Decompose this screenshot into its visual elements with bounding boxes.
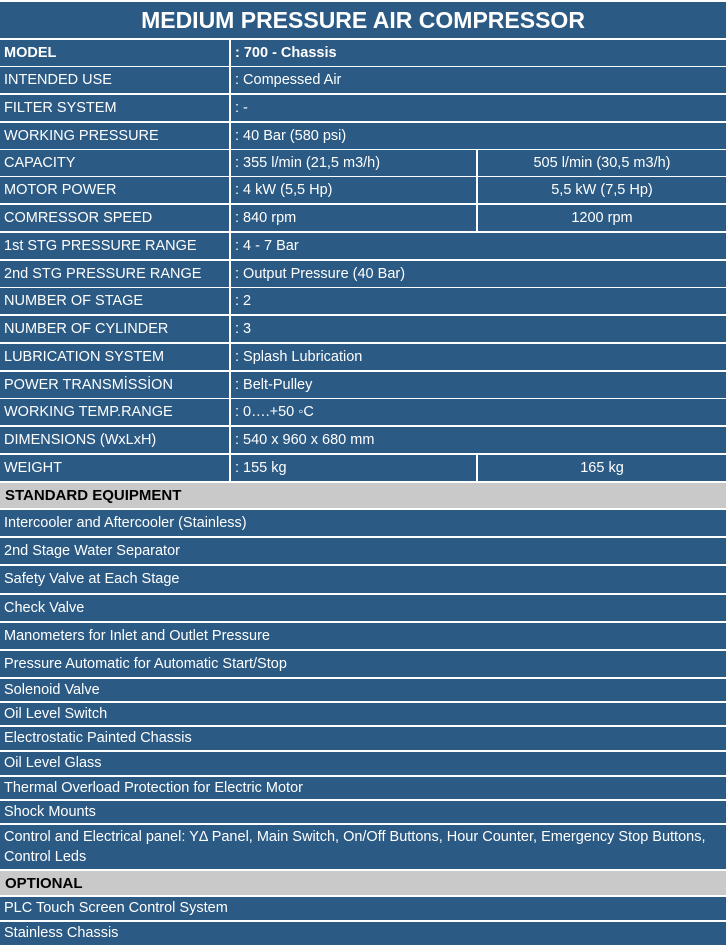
spec-row bbox=[0, 95, 726, 121]
spec-value: : 2 bbox=[231, 288, 726, 314]
list-item bbox=[0, 922, 726, 945]
list-item bbox=[0, 651, 726, 677]
spec-label: WEIGHT bbox=[0, 455, 229, 481]
list-item-text: Stainless Chassis bbox=[0, 922, 726, 945]
spec-value: : Output Pressure (40 Bar) bbox=[231, 261, 726, 287]
spec-label: COMRESSOR SPEED bbox=[0, 205, 229, 231]
spec-value: : 540 x 960 x 680 mm bbox=[231, 427, 726, 453]
spec-value: : 0….+50 ◦C bbox=[231, 399, 726, 425]
spec-row bbox=[0, 455, 726, 481]
spec-label: MODEL bbox=[0, 40, 229, 66]
spec-row bbox=[0, 288, 726, 314]
spec-value: : - bbox=[231, 95, 726, 121]
list-item bbox=[0, 566, 726, 593]
list-item-text: Oil Level Switch bbox=[0, 703, 726, 725]
list-item-text: Intercooler and Aftercooler (Stainless) bbox=[0, 510, 726, 536]
sheet-title: MEDIUM PRESSURE AIR COMPRESSOR bbox=[0, 2, 726, 38]
spec-value-alt: 1200 rpm bbox=[478, 205, 726, 231]
spec-label: 2nd STG PRESSURE RANGE bbox=[0, 261, 229, 287]
list-item-text: Control and Electrical panel: YΔ Panel, Main Switch, On/Off Buttons, Hour Counter, Emergency Stop Buttons, Control Leds bbox=[0, 825, 726, 869]
spec-label: FILTER SYSTEM bbox=[0, 95, 229, 121]
spec-label: NUMBER OF CYLINDER bbox=[0, 316, 229, 342]
list-item-text: Thermal Overload Protection for Electric Motor bbox=[0, 777, 726, 799]
spec-row bbox=[0, 372, 726, 398]
spec-row bbox=[0, 399, 726, 425]
spec-row bbox=[0, 205, 726, 231]
list-item-text: 2nd Stage Water Separator bbox=[0, 538, 726, 564]
spec-value-alt: 5,5 kW (7,5 Hp) bbox=[478, 177, 726, 203]
spec-value: : 355 l/min (21,5 m3/h) bbox=[231, 150, 476, 176]
spec-value-alt: 165 kg bbox=[478, 455, 726, 481]
list-item-text: Safety Valve at Each Stage bbox=[0, 566, 726, 593]
spec-row bbox=[0, 177, 726, 203]
list-item bbox=[0, 595, 726, 621]
spec-row bbox=[0, 261, 726, 287]
spec-value: : Compessed Air bbox=[231, 67, 726, 93]
spec-value: : Splash Lubrication bbox=[231, 344, 726, 370]
spec-value: : 4 kW (5,5 Hp) bbox=[231, 177, 476, 203]
spec-row bbox=[0, 344, 726, 370]
list-item bbox=[0, 777, 726, 799]
spec-row bbox=[0, 233, 726, 259]
list-item bbox=[0, 801, 726, 823]
spec-row bbox=[0, 40, 726, 66]
spec-value: : 4 - 7 Bar bbox=[231, 233, 726, 259]
spec-label: WORKING PRESSURE bbox=[0, 123, 229, 149]
spec-row bbox=[0, 427, 726, 453]
list-item bbox=[0, 703, 726, 725]
spec-label: POWER TRANSMİSSİON bbox=[0, 372, 229, 398]
spec-label: CAPACITY bbox=[0, 150, 229, 176]
spec-row bbox=[0, 67, 726, 93]
spec-label: INTENDED USE bbox=[0, 67, 229, 93]
spec-label: WORKING TEMP.RANGE bbox=[0, 399, 229, 425]
optional-heading: OPTIONAL bbox=[0, 871, 726, 895]
list-item bbox=[0, 510, 726, 536]
list-item bbox=[0, 825, 726, 869]
spec-label: MOTOR POWER bbox=[0, 177, 229, 203]
spec-value: : 700 - Chassis bbox=[231, 40, 726, 66]
spec-label: DIMENSIONS (WxLxH) bbox=[0, 427, 229, 453]
spec-value: : 840 rpm bbox=[231, 205, 476, 231]
spec-label: LUBRICATION SYSTEM bbox=[0, 344, 229, 370]
list-item-text: Electrostatic Painted Chassis bbox=[0, 727, 726, 750]
list-item bbox=[0, 623, 726, 649]
list-item-text: Check Valve bbox=[0, 595, 726, 621]
list-item-text: Shock Mounts bbox=[0, 801, 726, 823]
standard-equipment-heading: STANDARD EQUIPMENT bbox=[0, 483, 726, 508]
spec-label: NUMBER OF STAGE bbox=[0, 288, 229, 314]
spec-value: : 155 kg bbox=[231, 455, 476, 481]
list-item bbox=[0, 679, 726, 701]
list-item-text: Pressure Automatic for Automatic Start/Stop bbox=[0, 651, 726, 677]
spec-value: : 40 Bar (580 psi) bbox=[231, 123, 726, 149]
spec-row bbox=[0, 150, 726, 176]
list-item bbox=[0, 727, 726, 750]
list-item bbox=[0, 897, 726, 920]
spec-value: : 3 bbox=[231, 316, 726, 342]
list-item-text: Manometers for Inlet and Outlet Pressure bbox=[0, 623, 726, 649]
spec-value: : Belt-Pulley bbox=[231, 372, 726, 398]
list-item-text: Oil Level Glass bbox=[0, 752, 726, 775]
spec-value-alt: 505 l/min (30,5 m3/h) bbox=[478, 150, 726, 176]
list-item-text: PLC Touch Screen Control System bbox=[0, 897, 726, 920]
list-item-text: Solenoid Valve bbox=[0, 679, 726, 701]
spec-label: 1st STG PRESSURE RANGE bbox=[0, 233, 229, 259]
spec-row bbox=[0, 123, 726, 149]
list-item bbox=[0, 538, 726, 564]
spec-row bbox=[0, 316, 726, 342]
list-item bbox=[0, 752, 726, 775]
